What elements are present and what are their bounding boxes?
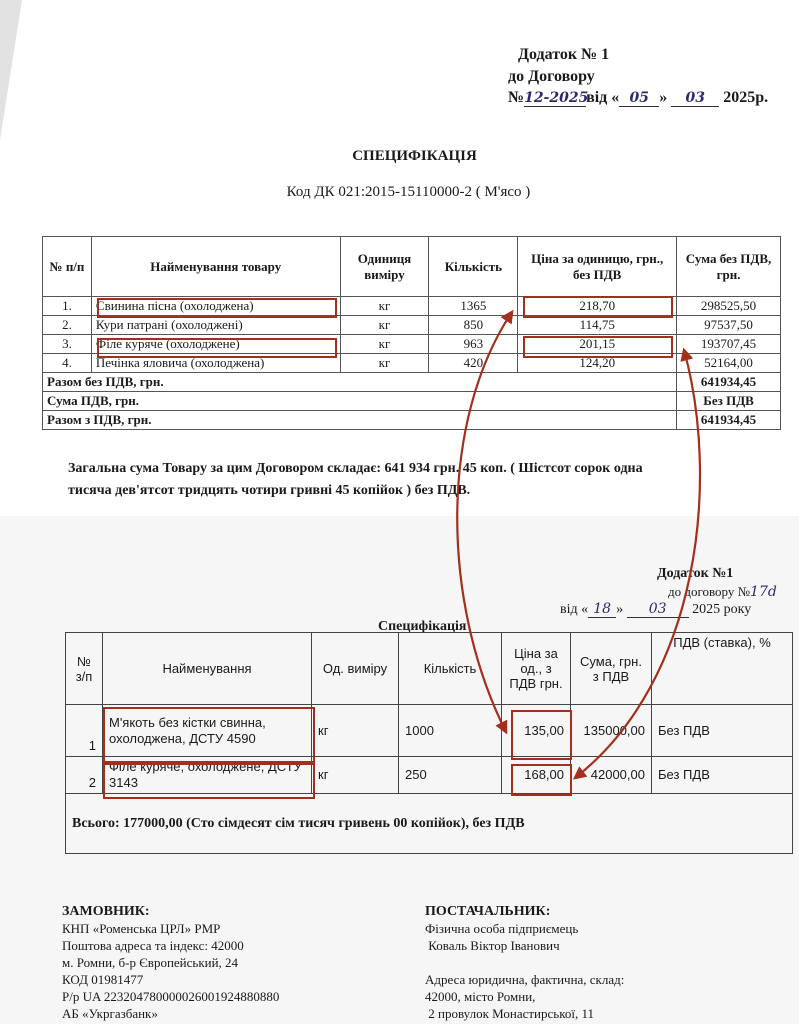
- spec2-title: Специфікація: [378, 619, 467, 634]
- table-row: 2. Кури патрані (охолоджені) кг 850 114,75 97537,50: [43, 316, 781, 335]
- table-row: 2 Філе куряче, охолоджене, ДСТУ 3143 кг 250 168,00 42000,00 Без ПДВ: [66, 757, 793, 794]
- supplier-block: ПОСТАЧАЛЬНИК: Фізична особа підприємець Коваль Віктор Іванович Адреса юридична, фактична, склад: 42000, місто Ромни, 2 провулок Монастирської, 11: [425, 904, 625, 1021]
- col-header-sum: Сума без ПДВ, грн.: [677, 237, 781, 297]
- total-row: Всього: 177000,00 (Сто сімдесят сім тисяч гривень 00 копійок), без ПДВ: [66, 794, 793, 854]
- handwritten-contract-number-2: 17d: [750, 584, 777, 600]
- handwritten-day: 05: [619, 90, 659, 107]
- arrow-chicken-price: [575, 350, 700, 778]
- addendum2-to-contract: до договору №17d: [668, 584, 777, 600]
- col-header-sum: Сума, грн. з ПДВ: [571, 633, 652, 705]
- col-header-num: № з/п: [66, 633, 103, 705]
- addendum2-title: Додаток №1: [657, 566, 734, 581]
- customer-block: ЗАМОВНИК: КНП «Роменська ЦРЛ» РМР Поштова адреса та індекс: 42000 м. Ромни, б-р Європейський, 24 КОД 01981477 Р/р UA 223204780000026001924880880 АБ «Укргазбанк»: [62, 904, 280, 1021]
- col-header-name: Найменування: [103, 633, 312, 705]
- col-header-qty: Кількість: [429, 237, 518, 297]
- total-sum-sentence: Загальна сума Товару за цим Договором складає: 641 934 грн. 45 коп. ( Шістсот сорок одна тисяча дев'ятсот тридцять чотири гривні 45 копійок ) без ПДВ.: [68, 461, 643, 498]
- col-header-unit: Одиниця виміру: [340, 237, 429, 297]
- addendum2-date: від « 18 » 03 2025 року: [560, 601, 752, 617]
- col-header-unit: Од. виміру: [312, 633, 399, 705]
- handwritten-contract-number: 12-2025: [524, 90, 589, 106]
- handwritten-month: 03: [671, 90, 719, 107]
- total-row: Разом без ПДВ, грн. 641934,45: [43, 373, 781, 392]
- addendum-number-date: №12-2025від « 05 » 03 2025р.: [508, 89, 769, 106]
- classification-code: Код ДК 021:2015-15110000-2 ( М'ясо ): [286, 184, 531, 200]
- table-row: 1 М'якоть без кістки свинна, охолоджена, ДСТУ 4590 кг 1000 135,00 135000,00 Без ПДВ: [66, 705, 793, 757]
- handwritten-month-2: 03: [627, 601, 689, 618]
- addendum-to-contract: до Договору: [508, 68, 595, 85]
- table-row: 4. Печінка яловича (охолоджена) кг 420 124,20 52164,00: [43, 354, 781, 373]
- table-row: 3. Філе куряче (охолоджене) кг 963 201,15 193707,45: [43, 335, 781, 354]
- col-header-name: Найменування товару: [91, 237, 340, 297]
- col-header-price: Ціна за од., з ПДВ грн.: [502, 633, 571, 705]
- total-row: Сума ПДВ, грн. Без ПДВ: [43, 392, 781, 411]
- arrow-pork-price: [457, 312, 512, 732]
- col-header-num: № п/п: [43, 237, 92, 297]
- col-header-vat: ПДВ (ставка), %: [652, 633, 793, 705]
- addendum-title: Додаток № 1: [518, 46, 610, 63]
- col-header-price: Ціна за одиницю, грн., без ПДВ: [518, 237, 677, 297]
- table-row: 1. Свинина пісна (охолоджена) кг 1365 218,70 298525,50: [43, 297, 781, 316]
- total-row: Разом з ПДВ, грн. 641934,45: [43, 411, 781, 430]
- handwritten-day-2: 18: [588, 601, 616, 618]
- col-header-qty: Кількість: [399, 633, 502, 705]
- spec-title: СПЕЦИФІКАЦІЯ: [352, 148, 477, 164]
